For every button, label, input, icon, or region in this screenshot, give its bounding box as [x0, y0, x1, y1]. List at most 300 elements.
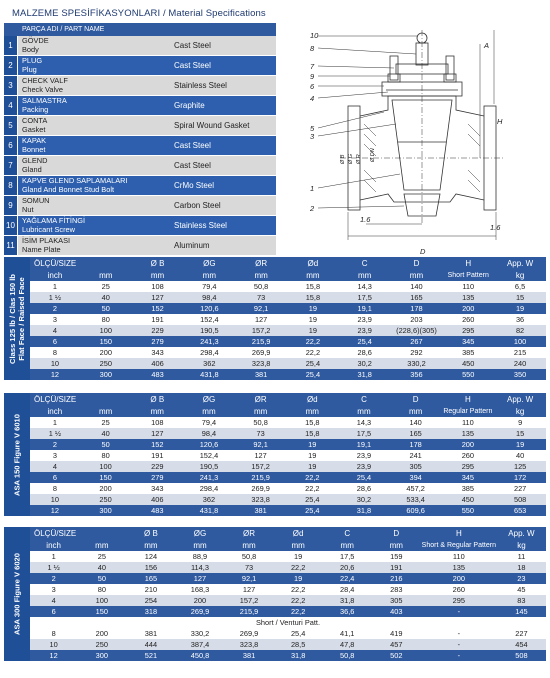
table-cell: 215,9 [235, 472, 287, 483]
side-label-line: Class 125 lb / Clas 150 lb [8, 273, 17, 364]
table-cell: 15 [494, 428, 546, 439]
table-cell: 385 [442, 347, 494, 358]
material-table-body [4, 36, 276, 256]
table-cell: 305 [372, 595, 421, 606]
table-cell: 120,6 [183, 439, 235, 450]
part-name-tr: SALMASTRA [22, 96, 67, 105]
table-cell: 165 [126, 573, 175, 584]
part-number: 7 [4, 156, 18, 175]
table-cell: 25,4 [287, 358, 339, 369]
table-row [30, 595, 546, 606]
part-name-en: Gland And Bonnet Stud Bolt [22, 184, 115, 194]
part-name-en: Name Plate [22, 244, 61, 254]
table-cell: 12 [30, 505, 80, 516]
table-cell: 50 [80, 439, 132, 450]
part-name-en: Bonnet [22, 144, 46, 154]
unit-header: Regular Pattern [443, 408, 493, 415]
table-cell: 381 [235, 505, 287, 516]
part-number: 5 [4, 116, 18, 135]
table-cell: 178 [391, 303, 443, 314]
table-row [30, 439, 546, 450]
table-cell: 330,2 [391, 358, 443, 369]
table-cell: 254 [126, 595, 175, 606]
table-row [30, 358, 546, 369]
table-cell: 10 [30, 358, 80, 369]
column-header: D [390, 393, 442, 406]
table-cell: 450 [441, 494, 494, 505]
table-cell: 22,2 [274, 562, 323, 573]
table-cell: 127 [225, 584, 274, 595]
column-header: D [391, 257, 443, 270]
table-cell: 300 [80, 369, 132, 380]
table-cell: 200 [441, 439, 494, 450]
diagram-label: Ø B [340, 154, 346, 164]
table-cell: 394 [390, 472, 442, 483]
table-cell: 210 [126, 584, 175, 595]
table-cell: 135 [421, 562, 497, 573]
table-cell: 135 [441, 428, 494, 439]
table-cell: 22,2 [274, 584, 323, 595]
column-header: App. W [497, 527, 546, 540]
column-header: ØG [183, 393, 235, 406]
table-cell: 292 [391, 347, 443, 358]
table-cell: 28,4 [323, 584, 372, 595]
table-cell: 19 [494, 439, 546, 450]
unit-header: mm [80, 406, 132, 417]
table-row [30, 369, 546, 380]
table-cell: 152 [131, 439, 183, 450]
column-header [80, 393, 132, 406]
column-header: ÖLÇÜ/SIZE [30, 527, 77, 540]
column-header: ØG [183, 257, 235, 270]
diagram-label: 7 [310, 62, 315, 71]
table-cell: 450 [442, 358, 494, 369]
table-cell: 17,5 [323, 551, 372, 562]
table-cell: 385 [441, 483, 494, 494]
table-cell: 125 [494, 461, 546, 472]
table-cell: 157,2 [235, 461, 287, 472]
table-cell: 22,2 [286, 483, 338, 494]
table-cell: 127 [175, 573, 224, 584]
spec-table-side-label [4, 527, 30, 661]
unit-header: mm [77, 540, 126, 551]
table-cell: 200 [175, 595, 224, 606]
table-row [30, 347, 546, 358]
table-cell: 300 [80, 505, 132, 516]
table-cell: 23,9 [339, 325, 391, 336]
table-cell: 17,5 [339, 292, 391, 303]
table-row [30, 483, 546, 494]
table-cell: 240 [494, 358, 546, 369]
table-cell: 150 [80, 472, 132, 483]
diagram-label: 2 [310, 204, 315, 213]
table-cell: 165 [391, 292, 443, 303]
table-cell: 2 [30, 573, 77, 584]
table-cell: 28,5 [274, 639, 323, 650]
table-cell: 23,9 [338, 450, 390, 461]
table-cell: 25,4 [339, 336, 391, 347]
table-row [30, 303, 546, 314]
table-cell: 23 [497, 573, 546, 584]
table-cell: 381 [235, 369, 287, 380]
diagram-label: Ø G [348, 153, 354, 164]
table-cell: 98,4 [183, 428, 235, 439]
table-cell: 12 [30, 650, 77, 661]
table-cell: 92,1 [235, 303, 287, 314]
part-name [18, 236, 162, 255]
part-number: 4 [4, 96, 18, 115]
table-cell: 190,5 [183, 325, 235, 336]
part-name-tr: İSİM PLAKASI [22, 236, 71, 245]
table-cell: - [421, 628, 497, 639]
table-cell: 1 ½ [30, 562, 77, 573]
part-material: Carbon Steel [162, 196, 276, 215]
unit-header: mm [235, 270, 287, 281]
table-cell: 533,4 [390, 494, 442, 505]
table-cell: 25 [80, 281, 132, 292]
table-cell: 127 [131, 428, 183, 439]
table-cell: 22,2 [287, 347, 339, 358]
table-cell: 241,3 [183, 336, 235, 347]
table-cell: 31,8 [338, 505, 390, 516]
table-cell: 200 [80, 347, 132, 358]
table-cell: 295 [421, 595, 497, 606]
unit-header: mm [126, 540, 175, 551]
unit-header: kg [497, 540, 546, 551]
table-cell: 30,2 [338, 494, 390, 505]
table-cell: 150 [77, 606, 126, 617]
diagram-label: 1 [310, 184, 315, 193]
table-cell: 88,9 [175, 551, 224, 562]
unit-header: mm [225, 540, 274, 551]
spec-table-side-label [4, 257, 30, 380]
part-name-en: Gland [22, 164, 42, 174]
diagram-label: Ø R [356, 154, 362, 164]
table-cell: 431,8 [183, 369, 235, 380]
table-cell: 508 [497, 650, 546, 661]
part-name-en: Nut [22, 204, 34, 214]
diagram-label: 10 [310, 31, 319, 40]
part-name-tr: KAPVE GLEND SAPLAMALARI [22, 176, 128, 185]
table-cell: 79,4 [183, 281, 235, 292]
table-cell: 457 [372, 639, 421, 650]
column-header: Ø B [131, 393, 183, 406]
table-cell: 22,2 [286, 472, 338, 483]
table-cell: 80 [77, 584, 126, 595]
table-cell: 25 [80, 417, 132, 428]
unit-header: mm [287, 270, 339, 281]
table-cell: 19 [287, 303, 339, 314]
column-header: H [441, 393, 494, 406]
column-header: C [339, 257, 391, 270]
part-number: 11 [4, 236, 18, 255]
table-cell: 269,9 [235, 483, 287, 494]
table-cell: 120,6 [183, 303, 235, 314]
table-cell: 269,9 [225, 628, 274, 639]
column-header: Ø B [126, 527, 175, 540]
table-cell: 283 [372, 584, 421, 595]
table-cell: (228,6)(305) [391, 325, 443, 336]
table-cell: 45 [497, 584, 546, 595]
table-cell: 14,3 [339, 281, 391, 292]
table-row [30, 417, 546, 428]
part-number: 2 [4, 56, 18, 75]
table-cell: 8 [30, 347, 80, 358]
table-cell: 8 [30, 628, 77, 639]
table-cell: 22,4 [323, 573, 372, 584]
table-cell: 8 [30, 483, 80, 494]
table-cell: 30,2 [339, 358, 391, 369]
table-cell: 350 [494, 369, 546, 380]
table-cell: 47,8 [323, 639, 372, 650]
valve-cross-section-drawing [304, 24, 504, 254]
table-row [30, 292, 546, 303]
table-cell: 17,5 [338, 428, 390, 439]
unit-header: inch [30, 406, 80, 417]
table-cell: 82 [494, 325, 546, 336]
table-cell: 10 [30, 639, 77, 650]
table-cell: 25,4 [286, 505, 338, 516]
table-cell: 1 ½ [30, 428, 80, 439]
unit-header: mm [372, 540, 421, 551]
table-cell: 4 [30, 461, 80, 472]
table-cell: 19 [287, 325, 339, 336]
table-cell: 40 [80, 292, 132, 303]
column-header: ÖLÇÜ/SIZE [30, 257, 80, 270]
part-material: Cast Steel [162, 156, 276, 175]
table-cell: 260 [441, 450, 494, 461]
table-cell: 387,4 [175, 639, 224, 650]
material-row [4, 156, 276, 176]
part-name-en: Lubricant Screw [22, 224, 75, 234]
table-cell: 362 [183, 358, 235, 369]
column-header: ØR [235, 393, 287, 406]
table-cell: 135 [442, 292, 494, 303]
table-cell: 450,8 [175, 650, 224, 661]
table-cell: 80 [80, 450, 132, 461]
table-cell: 406 [131, 494, 183, 505]
table-cell: 40 [77, 562, 126, 573]
table-cell: 298,4 [183, 347, 235, 358]
table-cell: 15,8 [286, 417, 338, 428]
part-name-tr: SOMUN [22, 196, 50, 205]
table-cell: 483 [131, 505, 183, 516]
table-cell: 19 [274, 551, 323, 562]
column-header [80, 257, 132, 270]
unit-header: mm [391, 270, 443, 281]
column-header: H [442, 257, 494, 270]
table-cell: 36 [494, 314, 546, 325]
table-cell: 98,4 [183, 292, 235, 303]
table-cell: 110 [441, 417, 494, 428]
table-row [30, 505, 546, 516]
unit-header: mm [80, 270, 132, 281]
table-row [30, 336, 546, 347]
column-header: H [421, 527, 497, 540]
table-cell: 1 ½ [30, 292, 80, 303]
side-label-line: Flat Face / Raised Face [17, 276, 26, 361]
table-cell: 323,8 [235, 358, 287, 369]
table-cell: 6 [30, 336, 80, 347]
table-cell: 50,8 [235, 281, 287, 292]
table-cell: 1 [30, 551, 77, 562]
table-cell: 550 [441, 505, 494, 516]
table-cell: 3 [30, 450, 80, 461]
unit-header: kg [494, 270, 546, 281]
part-material: Aluminum [162, 236, 276, 255]
table-cell: 6 [30, 472, 80, 483]
unit-header: mm [339, 270, 391, 281]
table-cell: 227 [497, 628, 546, 639]
part-name [18, 96, 162, 115]
table-cell: 295 [441, 461, 494, 472]
table-cell: 108 [131, 417, 183, 428]
part-number: 6 [4, 136, 18, 155]
diagram-label: 3 [310, 132, 315, 141]
table-cell: 31,8 [274, 650, 323, 661]
material-row [4, 176, 276, 196]
table-cell: 140 [391, 281, 443, 292]
table-cell: 269,9 [235, 347, 287, 358]
valve-diagram [304, 24, 504, 254]
unit-header: mm [183, 270, 235, 281]
table-cell: 25,4 [274, 628, 323, 639]
column-header: D [372, 527, 421, 540]
table-cell: 110 [421, 551, 497, 562]
part-name [18, 216, 162, 235]
part-material: CrMo Steel [162, 176, 276, 195]
part-number: 8 [4, 176, 18, 195]
part-name-tr: YAĞLAMA FİTİNGİ [22, 216, 86, 225]
table-cell: 15 [494, 292, 546, 303]
material-row [4, 36, 276, 56]
side-label-text [8, 274, 26, 364]
part-name [18, 116, 162, 135]
table-cell: 269,9 [175, 606, 224, 617]
table-cell: 19,1 [338, 439, 390, 450]
table-cell: 4 [30, 325, 80, 336]
table-cell: 1 [30, 281, 80, 292]
table-cell: 508 [494, 494, 546, 505]
unit-header: mm [183, 406, 235, 417]
diagram-label: D [420, 247, 426, 254]
table-row [30, 573, 546, 584]
table-cell: - [421, 639, 497, 650]
table-cell: 550 [442, 369, 494, 380]
diagram-label: 8 [310, 44, 315, 53]
column-header: ØR [225, 527, 274, 540]
table-cell: 150 [80, 336, 132, 347]
material-row [4, 76, 276, 96]
table-cell: 215,9 [225, 606, 274, 617]
table-cell: 15,8 [286, 428, 338, 439]
table-cell: 28,6 [339, 347, 391, 358]
spec-table-class125-150 [4, 257, 546, 380]
pattern-note: Short / Venturi Patt. [30, 617, 546, 628]
table-cell: 172 [494, 472, 546, 483]
part-material: Cast Steel [162, 136, 276, 155]
table-cell: 6,5 [494, 281, 546, 292]
table-cell: 178 [390, 439, 442, 450]
table-cell: 157,2 [235, 325, 287, 336]
table-cell: 92,1 [225, 573, 274, 584]
table-cell: 19 [286, 450, 338, 461]
table-cell: 345 [442, 336, 494, 347]
table-cell: 108 [132, 281, 184, 292]
table-cell: 1 [30, 417, 80, 428]
table-cell: 23,9 [339, 314, 391, 325]
side-label-line: ASA 150 Figure V 6010 [12, 413, 22, 496]
table-cell: 200 [421, 573, 497, 584]
table-cell: 362 [183, 494, 235, 505]
table-cell: 80 [80, 314, 132, 325]
table-cell: 15,8 [287, 292, 339, 303]
part-name [18, 176, 162, 195]
unit-header: mm [175, 540, 224, 551]
table-cell: 653 [494, 505, 546, 516]
table-cell: 22,2 [274, 606, 323, 617]
table-cell: 267 [391, 336, 443, 347]
part-number: 1 [4, 36, 18, 55]
part-name-tr: GÖVDE [22, 36, 49, 45]
table-cell: 168,3 [175, 584, 224, 595]
diagram-label: 4 [310, 94, 315, 103]
table-cell: 200 [77, 628, 126, 639]
material-table-header: PARÇA ADI / PART NAME [4, 23, 276, 36]
table-cell: 100 [494, 336, 546, 347]
part-name-en: Packing [22, 104, 49, 114]
diagram-label: 1.6 [490, 223, 501, 232]
table-row [30, 494, 546, 505]
part-material: Graphite [162, 96, 276, 115]
table-cell: 156 [126, 562, 175, 573]
part-name [18, 196, 162, 215]
table-cell: 50,8 [225, 551, 274, 562]
part-name [18, 156, 162, 175]
table-cell: 279 [131, 472, 183, 483]
table-cell: 25,4 [338, 472, 390, 483]
table-cell: 345 [441, 472, 494, 483]
table-cell: 419 [372, 628, 421, 639]
unit-header: inch [30, 540, 77, 551]
table-row [30, 428, 546, 439]
table-cell: 23,9 [338, 461, 390, 472]
table-cell: 356 [391, 369, 443, 380]
part-material: Spiral Wound Gasket [162, 116, 276, 135]
table-row [30, 472, 546, 483]
table-cell: 444 [126, 639, 175, 650]
column-header: Ød [287, 257, 339, 270]
column-header: Ø B [132, 257, 184, 270]
table-cell: 127 [235, 314, 287, 325]
table-cell: 73 [225, 562, 274, 573]
table-cell: - [421, 606, 497, 617]
table-cell: 203 [391, 314, 443, 325]
column-header: C [338, 393, 390, 406]
table-cell: 241 [390, 450, 442, 461]
table-cell: 19 [286, 461, 338, 472]
table-row [30, 584, 546, 595]
table-cell: 3 [30, 314, 80, 325]
table-cell: 110 [442, 281, 494, 292]
table-cell: 6 [30, 606, 77, 617]
table-cell: 406 [132, 358, 184, 369]
table-cell: 19 [274, 573, 323, 584]
table-cell: 127 [132, 292, 184, 303]
part-material: Stainless Steel [162, 76, 276, 95]
side-label-text [13, 553, 22, 635]
table-cell: 215 [494, 347, 546, 358]
